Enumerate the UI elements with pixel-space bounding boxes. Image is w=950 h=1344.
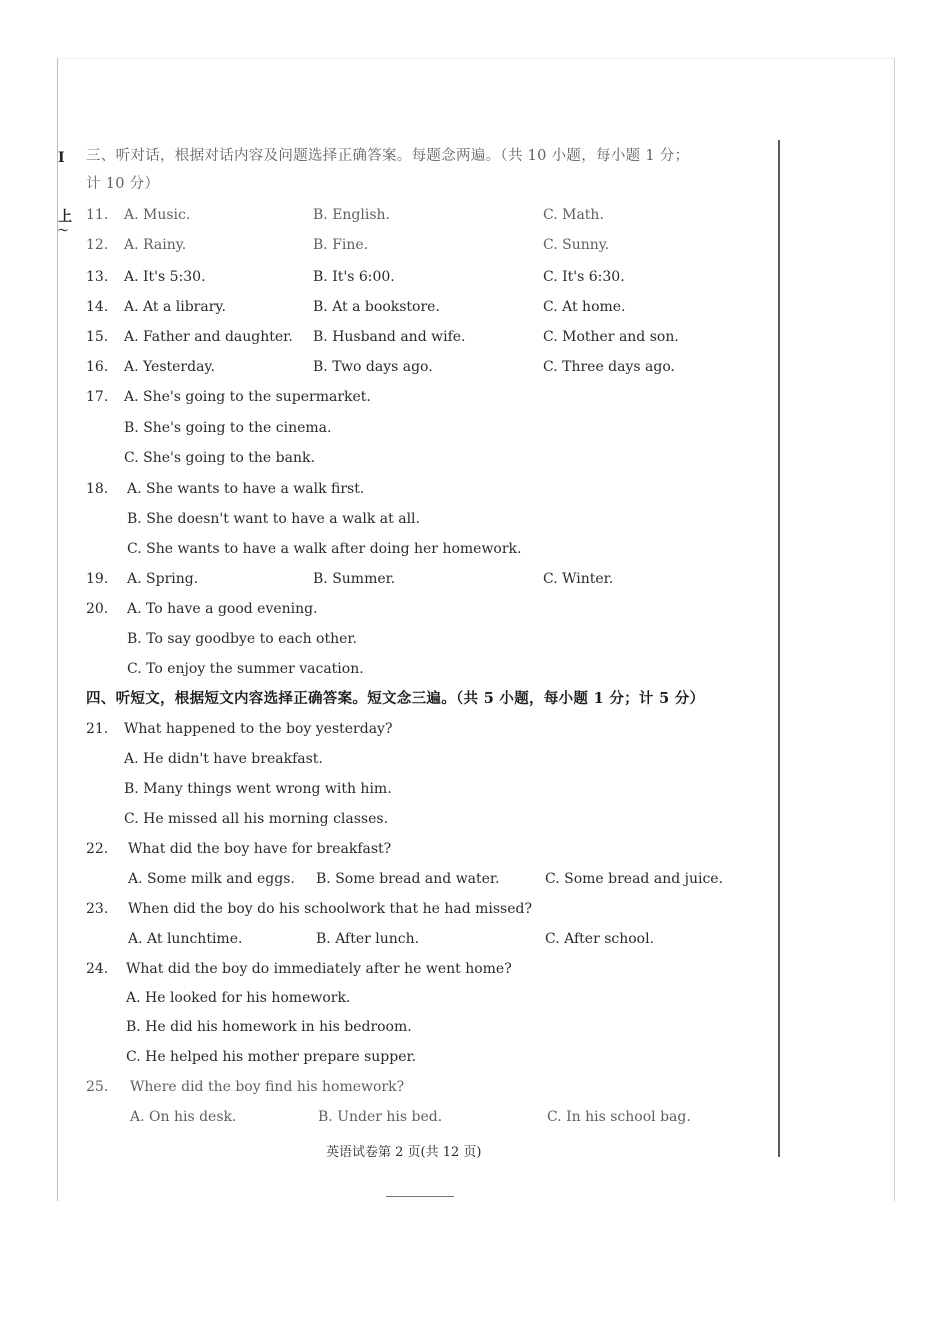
- option-a: A. On his desk.: [130, 1109, 237, 1125]
- option-a: A. It's 5:30.: [124, 269, 206, 285]
- option-c: C. After school.: [545, 931, 655, 947]
- footer-rule: [386, 1196, 454, 1197]
- option-c: C. Winter.: [543, 571, 614, 587]
- question-number: 15.: [86, 329, 109, 345]
- option-b: B. Many things went wrong with him.: [124, 781, 392, 797]
- section3-heading-cont: 计 10 分）: [86, 176, 160, 192]
- option-a: A. She's going to the supermarket.: [124, 389, 371, 405]
- question-stem: Where did the boy find his homework?: [130, 1079, 405, 1095]
- option-b: B. Summer.: [313, 571, 396, 587]
- question-number: 16.: [86, 359, 109, 375]
- option-b: B. Some bread and water.: [316, 871, 500, 887]
- binding-mark: 上: [58, 209, 72, 225]
- question-number: 14.: [86, 299, 109, 315]
- question-number: 19.: [86, 571, 109, 587]
- option-c: C. It's 6:30.: [543, 269, 625, 285]
- option-c: C. At home.: [543, 299, 626, 315]
- question-stem: What did the boy have for breakfast?: [128, 841, 392, 857]
- option-a: A. Rainy.: [124, 237, 187, 253]
- option-a: A. At a library.: [124, 299, 226, 315]
- option-a: A. Spring.: [127, 571, 199, 587]
- page-footer: 英语试卷第 2 页(共 12 页): [326, 1145, 482, 1160]
- question-number: 18.: [86, 481, 109, 497]
- option-c: C. To enjoy the summer vacation.: [127, 661, 364, 677]
- option-c: C. Three days ago.: [543, 359, 675, 375]
- option-c: C. She wants to have a walk after doing her homework.: [127, 541, 522, 557]
- option-b: B. She doesn't want to have a walk at all.: [127, 511, 420, 527]
- question-number: 13.: [86, 269, 109, 285]
- option-a: A. Some milk and eggs.: [128, 871, 295, 887]
- option-b: B. English.: [313, 207, 390, 223]
- question-number: 11.: [86, 207, 109, 223]
- option-b: B. Two days ago.: [313, 359, 433, 375]
- option-b: B. After lunch.: [316, 931, 420, 947]
- option-b: B. Husband and wife.: [313, 329, 466, 345]
- option-c: C. Sunny.: [543, 237, 610, 253]
- option-b: B. He did his homework in his bedroom.: [126, 1019, 412, 1035]
- option-a: A. To have a good evening.: [127, 601, 318, 617]
- question-number: 25.: [86, 1079, 109, 1095]
- question-number: 17.: [86, 389, 109, 405]
- question-number: 24.: [86, 961, 109, 977]
- option-c: C. In his school bag.: [547, 1109, 691, 1125]
- option-a: A. Music.: [124, 207, 191, 223]
- option-a: A. He looked for his homework.: [126, 990, 351, 1006]
- option-a: A. Yesterday.: [124, 359, 215, 375]
- question-number: 12.: [86, 237, 109, 253]
- binding-mark: Ⅰ: [58, 150, 65, 166]
- option-b: B. To say goodbye to each other.: [127, 631, 358, 647]
- binding-mark: ～: [58, 226, 68, 237]
- option-b: B. She's going to the cinema.: [124, 420, 332, 436]
- question-stem: What did the boy do immediately after he went home?: [126, 961, 512, 977]
- margin-rule: [778, 140, 780, 1157]
- option-a: A. At lunchtime.: [128, 931, 243, 947]
- option-c: C. Some bread and juice.: [545, 871, 724, 887]
- option-c: C. Mother and son.: [543, 329, 679, 345]
- option-b: B. Under his bed.: [318, 1109, 443, 1125]
- option-a: A. Father and daughter.: [124, 329, 293, 345]
- section4-heading: 四、听短文，根据短文内容选择正确答案。短文念三遍。（共 5 小题，每小题 1 分；计 5 分）: [86, 690, 705, 707]
- question-number: 21.: [86, 721, 109, 737]
- option-b: B. Fine.: [313, 237, 369, 253]
- section3-heading: 三、听对话，根据对话内容及问题选择正确答案。每题念两遍。（共 10 小题，每小题 1 分；: [86, 148, 690, 164]
- option-c: C. He helped his mother prepare supper.: [126, 1049, 417, 1065]
- option-b: B. At a bookstore.: [313, 299, 440, 315]
- option-a: A. She wants to have a walk first.: [127, 481, 365, 497]
- option-c: C. She's going to the bank.: [124, 450, 315, 466]
- question-number: 23.: [86, 901, 109, 917]
- question-number: 20.: [86, 601, 109, 617]
- question-number: 22.: [86, 841, 109, 857]
- question-stem: What happened to the boy yesterday?: [124, 721, 393, 737]
- option-b: B. It's 6:00.: [313, 269, 395, 285]
- option-c: C. He missed all his morning classes.: [124, 811, 389, 827]
- option-a: A. He didn't have breakfast.: [124, 751, 323, 767]
- question-stem: When did the boy do his schoolwork that he had missed?: [128, 901, 532, 917]
- option-c: C. Math.: [543, 207, 604, 223]
